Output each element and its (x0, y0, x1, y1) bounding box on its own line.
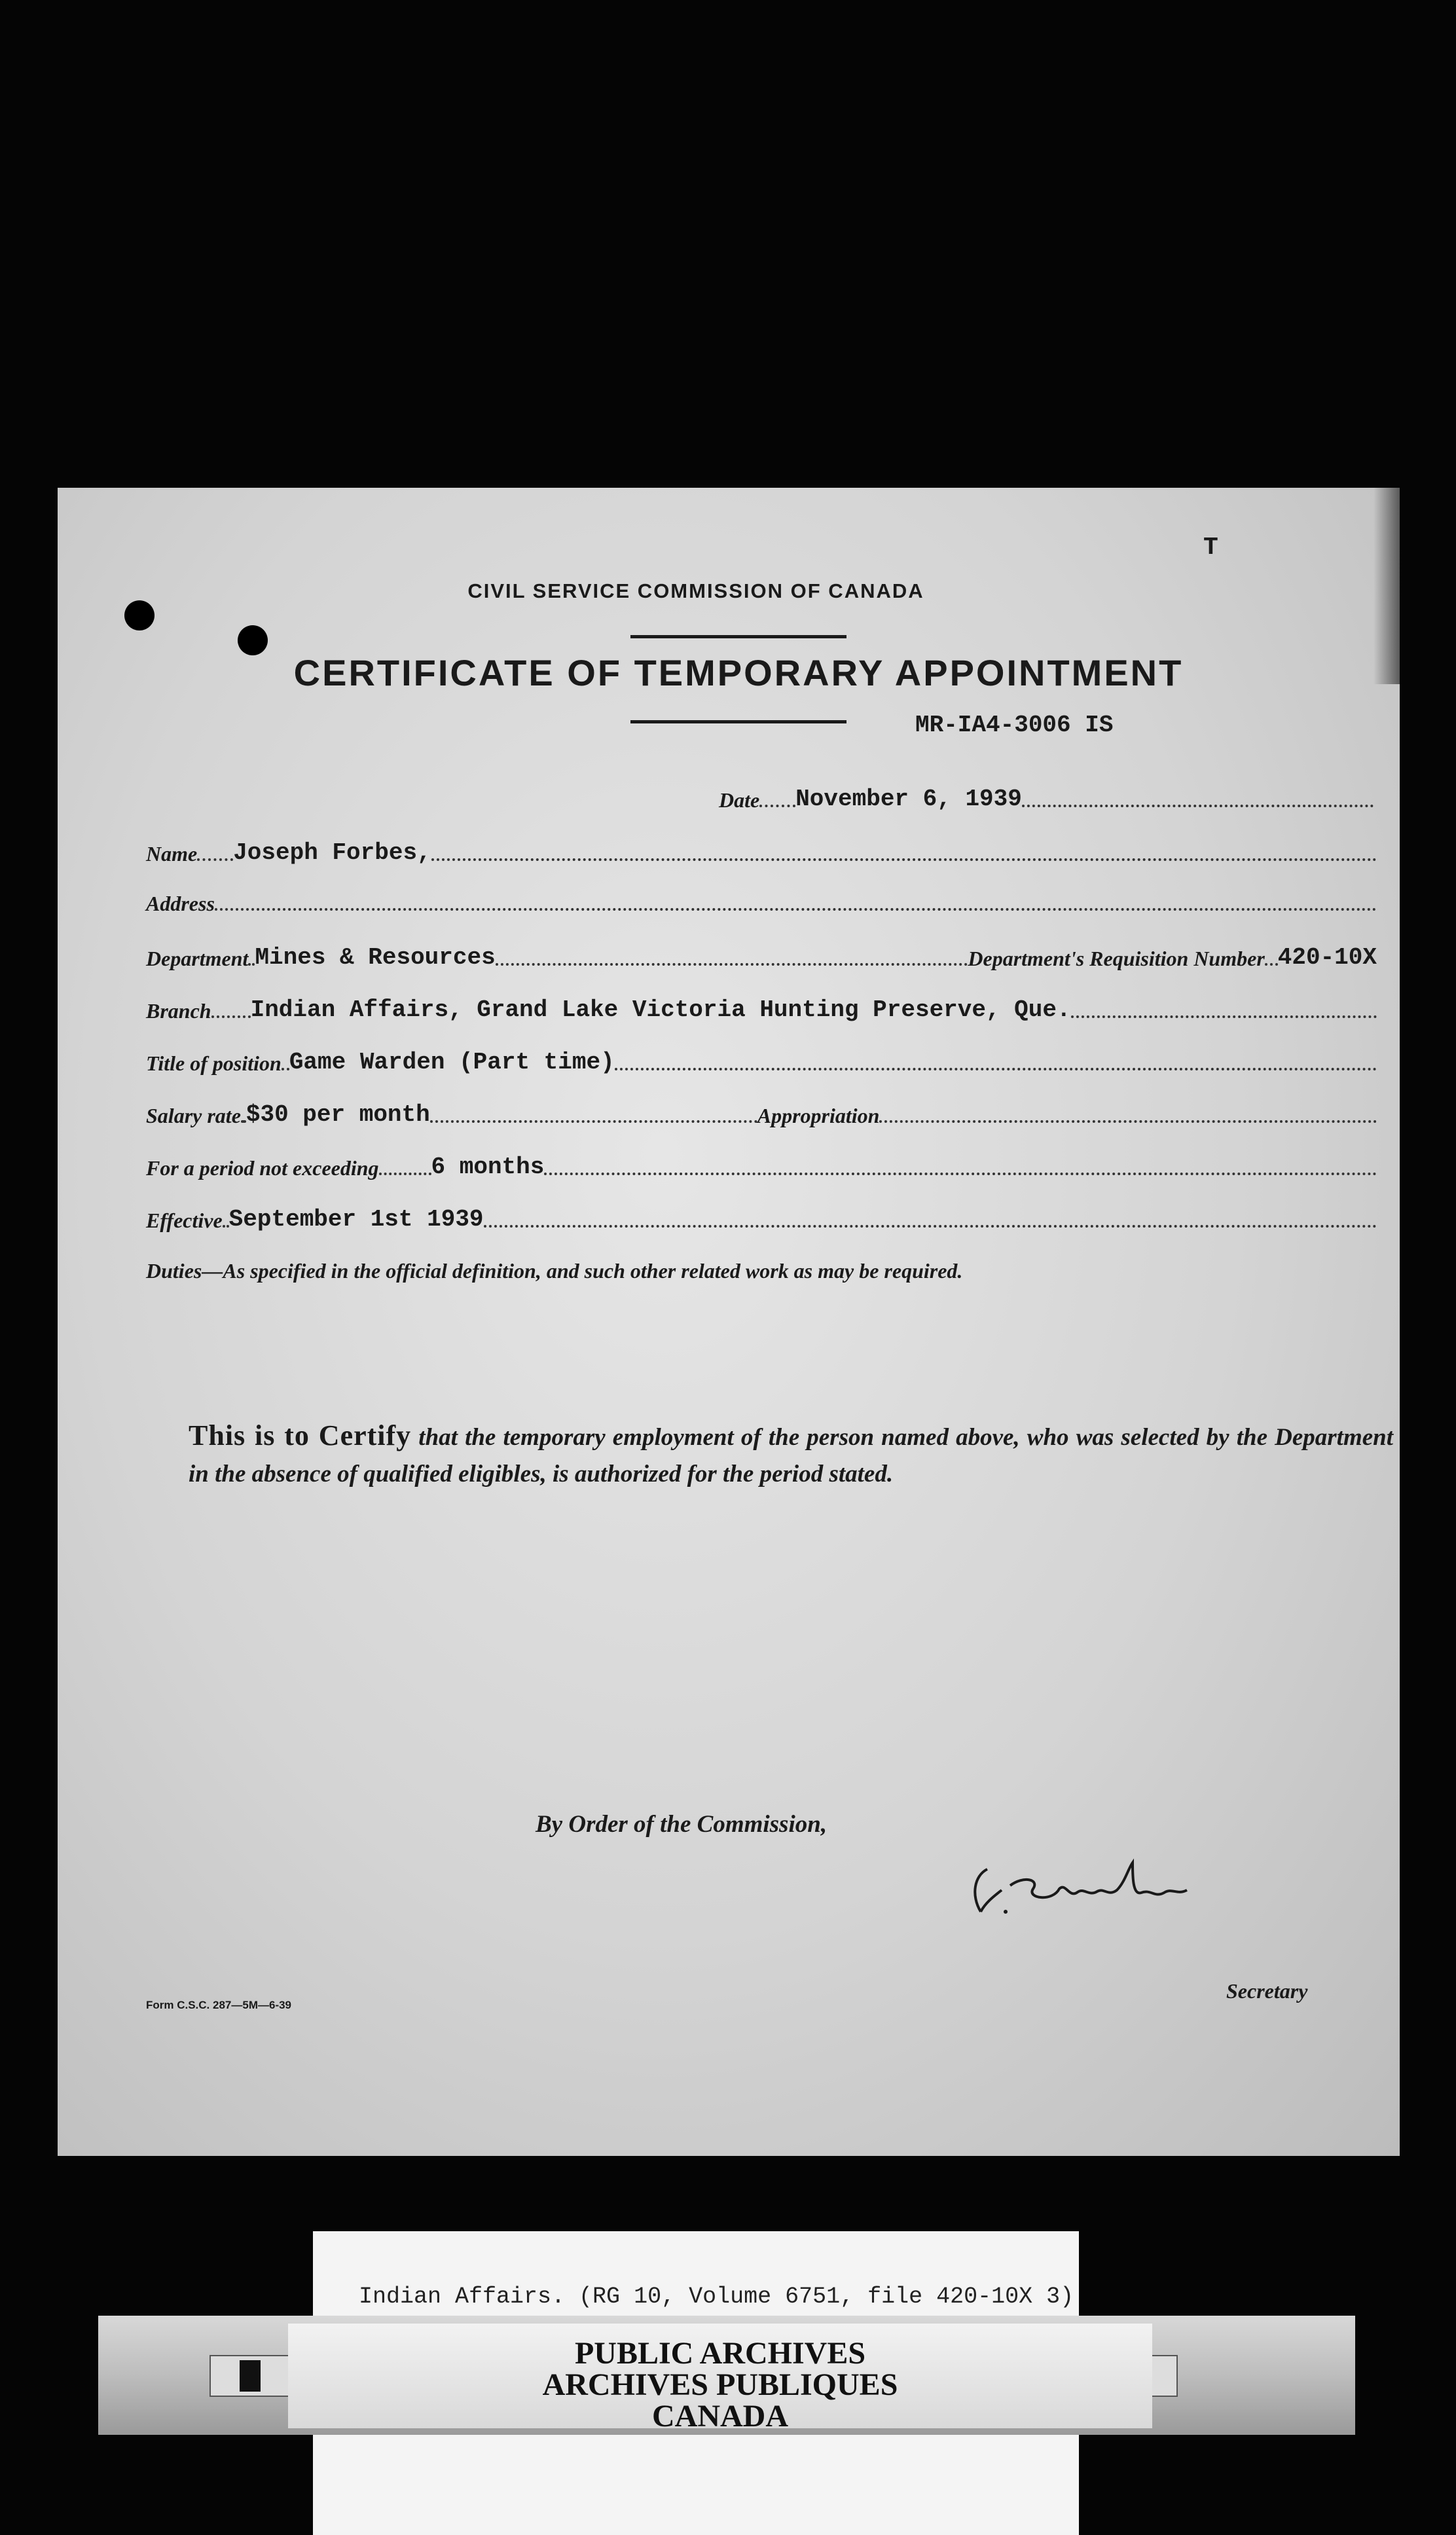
requisition-label: Department's Requisition Number (968, 947, 1265, 970)
period-row (146, 1154, 1377, 1180)
date-label: Date (719, 788, 760, 812)
dotted-line (215, 908, 1377, 911)
archives-line-2: ARCHIVES PUBLIQUES (542, 2367, 898, 2402)
dotted-line (248, 963, 255, 966)
dotted-line (544, 1173, 1377, 1175)
salary-row (146, 1101, 1377, 1128)
certification-paragraph (189, 1417, 1393, 1493)
position-row (146, 1049, 1377, 1076)
name-value: Joseph Forbes, (233, 839, 431, 866)
dotted-line (484, 1225, 1377, 1228)
dotted-line (223, 1225, 229, 1228)
file-number: MR-IA4-3006 IS (915, 712, 1114, 739)
requisition-value: 420-10X (1277, 944, 1377, 971)
dotted-line (615, 1068, 1377, 1070)
dotted-line (1071, 1015, 1377, 1018)
branch-label: Branch (146, 999, 211, 1023)
effective-value: September 1st 1939 (228, 1206, 484, 1233)
branch-row (146, 996, 1377, 1023)
dotted-line (759, 805, 795, 807)
commission-heading: CIVIL SERVICE COMMISSION OF CANADA (467, 579, 924, 602)
effective-label: Effective (146, 1209, 223, 1232)
duties-text: Duties—As specified in the official definition, and such other related work as may be required. (146, 1259, 963, 1283)
archive-reference: Indian Affairs. (RG 10, Volume 6751, file 420-10X 3) (359, 2284, 1074, 2310)
dotted-line (431, 858, 1377, 861)
dotted-line (197, 858, 233, 861)
bottom-rule (630, 720, 846, 723)
department-value: Mines & Resources (255, 944, 496, 971)
branch-value: Indian Affairs, Grand Lake Victoria Hunting Preserve, Que. (250, 996, 1071, 1023)
certificate-title: CERTIFICATE OF TEMPORARY APPOINTMENT (293, 652, 1184, 693)
salary-label: Salary rate (146, 1104, 241, 1127)
by-order-text: By Order of the Commission, (536, 1811, 828, 1838)
department-label: Department (146, 947, 249, 970)
top-rule (630, 635, 846, 638)
period-label: For a period not exceeding (146, 1156, 379, 1180)
period-value: 6 months (431, 1154, 545, 1180)
address-label: Address (146, 892, 215, 915)
signature (961, 1850, 1236, 1928)
appropriation-label: Appropriation (757, 1104, 880, 1127)
salary-value: $30 per month (246, 1101, 430, 1128)
name-label: Name (146, 842, 198, 866)
archives-stamp (288, 2324, 1152, 2434)
signature-mark (961, 1850, 1236, 1928)
archives-line-3: CANADA (652, 2399, 788, 2434)
position-value: Game Warden (Part time) (289, 1049, 615, 1076)
address-row (146, 892, 1377, 916)
archives-stamp-band (98, 2316, 1355, 2435)
dotted-line (211, 1015, 251, 1018)
dotted-line (879, 1120, 1377, 1123)
secretary-label: Secretary (1226, 1979, 1308, 2003)
dotted-line (1265, 963, 1278, 966)
department-row (146, 944, 1377, 971)
dotted-line (496, 963, 968, 966)
form-number: Form C.S.C. 287—5M—6-39 (146, 1999, 292, 2011)
certify-lead: This is to Certify (189, 1419, 412, 1451)
corner-mark: T (1203, 534, 1218, 562)
certify-text: that the temporary employment of the person named above, who was selected by the Department in the absence of qualified eligibles, is authorized for the period stated. (189, 1424, 1394, 1487)
dotted-line (430, 1120, 757, 1123)
name-row (146, 839, 1377, 866)
certificate-document (58, 488, 1400, 2156)
position-label: Title of position (146, 1051, 282, 1075)
effective-row (146, 1206, 1377, 1233)
band-clip-left (209, 2355, 291, 2397)
dotted-line (1022, 805, 1374, 807)
archives-line-1: PUBLIC ARCHIVES (574, 2336, 866, 2371)
date-value: November 6, 1939 (795, 786, 1022, 812)
dotted-line (379, 1173, 431, 1175)
dotted-line (282, 1068, 289, 1070)
date-row (719, 786, 1374, 812)
dotted-line (241, 1120, 246, 1123)
punch-hole-left (124, 600, 155, 630)
